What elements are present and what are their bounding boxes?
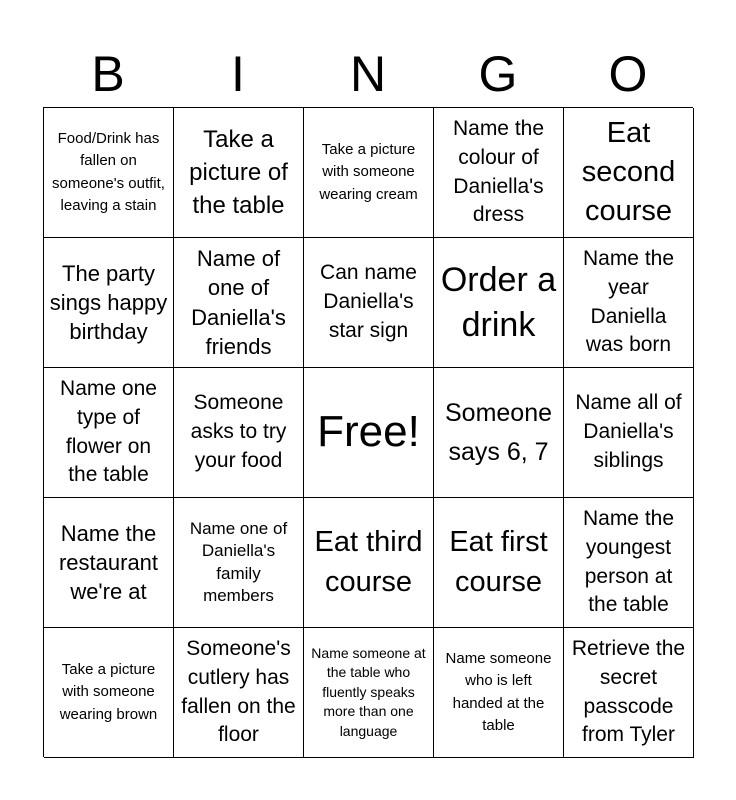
header-letter-g: G xyxy=(478,46,518,102)
header-letter-b: B xyxy=(91,46,125,102)
bingo-cell[interactable] xyxy=(174,238,304,368)
bingo-cell[interactable] xyxy=(564,498,694,628)
bingo-cell-text: Take a picture of the table xyxy=(189,125,288,220)
bingo-cell-text: Retrieve the secret passcode from Tyler xyxy=(571,636,686,747)
bingo-cell[interactable] xyxy=(564,238,694,368)
header-letter-o: O xyxy=(608,46,648,102)
bingo-cell-text: Name the youngest person at the table xyxy=(582,506,675,617)
bingo-cell-text: Can name Daniella's star sign xyxy=(320,261,417,342)
bingo-cell-text: Someone's cutlery has fallen on the floor xyxy=(181,636,296,747)
bingo-cell[interactable] xyxy=(174,108,304,238)
bingo-header xyxy=(43,42,693,106)
bingo-cell[interactable] xyxy=(44,108,174,238)
bingo-cell-text: Name someone who is left handed at the table xyxy=(445,649,552,734)
bingo-cell-text: Name the colour of Daniella's dress xyxy=(452,116,545,227)
bingo-cell[interactable] xyxy=(304,238,434,368)
bingo-cell-text: Name of one of Daniella's friends xyxy=(191,246,286,359)
bingo-cell-text: Someone says 6, 7 xyxy=(444,398,553,466)
bingo-cell-text: Name one type of flower on the table xyxy=(60,376,157,487)
bingo-cell[interactable] xyxy=(304,498,434,628)
bingo-cell[interactable] xyxy=(434,628,564,758)
bingo-cell[interactable] xyxy=(304,108,434,238)
bingo-cell-text: Take a picture with someone wearing cream xyxy=(319,140,418,203)
free-space-cell[interactable] xyxy=(304,368,434,498)
bingo-cell[interactable] xyxy=(304,628,434,758)
bingo-cell[interactable] xyxy=(434,498,564,628)
bingo-cell[interactable] xyxy=(564,108,694,238)
bingo-card-grid xyxy=(43,107,693,757)
bingo-cell[interactable] xyxy=(44,498,174,628)
bingo-cell[interactable] xyxy=(44,628,174,758)
bingo-cell-text: Eat first course xyxy=(449,526,548,598)
bingo-cell[interactable] xyxy=(174,368,304,498)
bingo-cell-text: Eat second course xyxy=(581,116,676,228)
bingo-cell-text: Name one of Daniella's family members xyxy=(189,518,288,605)
bingo-cell[interactable] xyxy=(564,628,694,758)
bingo-cell-text: Take a picture with someone wearing brown xyxy=(59,660,158,723)
bingo-cell[interactable] xyxy=(44,238,174,368)
bingo-cell[interactable] xyxy=(434,238,564,368)
bingo-cell-text: Name someone at the table who fluently speaks more than one language xyxy=(311,644,426,739)
bingo-cell-text: Name the restaurant we're at xyxy=(58,520,159,605)
free-space-text: Free! xyxy=(317,407,420,457)
bingo-cell[interactable] xyxy=(44,368,174,498)
bingo-cell-text: Name all of Daniella's siblings xyxy=(575,391,682,472)
bingo-cell-text: Name the year Daniella was born xyxy=(582,246,675,357)
bingo-cell-text: Food/Drink has fallen on someone's outfit, leaving a stain xyxy=(52,129,165,214)
bingo-cell[interactable] xyxy=(174,498,304,628)
bingo-cell-text: The party sings happy birthday xyxy=(49,260,168,345)
bingo-cell[interactable] xyxy=(434,368,564,498)
bingo-cell[interactable] xyxy=(564,368,694,498)
bingo-cell-text: Someone asks to try your food xyxy=(190,391,287,472)
bingo-cell[interactable] xyxy=(434,108,564,238)
bingo-cell-text: Eat third course xyxy=(314,526,423,598)
header-letter-i: I xyxy=(231,46,245,102)
bingo-cell[interactable] xyxy=(174,628,304,758)
bingo-cell-text: Order a drink xyxy=(440,260,557,344)
header-letter-n: N xyxy=(349,46,387,102)
